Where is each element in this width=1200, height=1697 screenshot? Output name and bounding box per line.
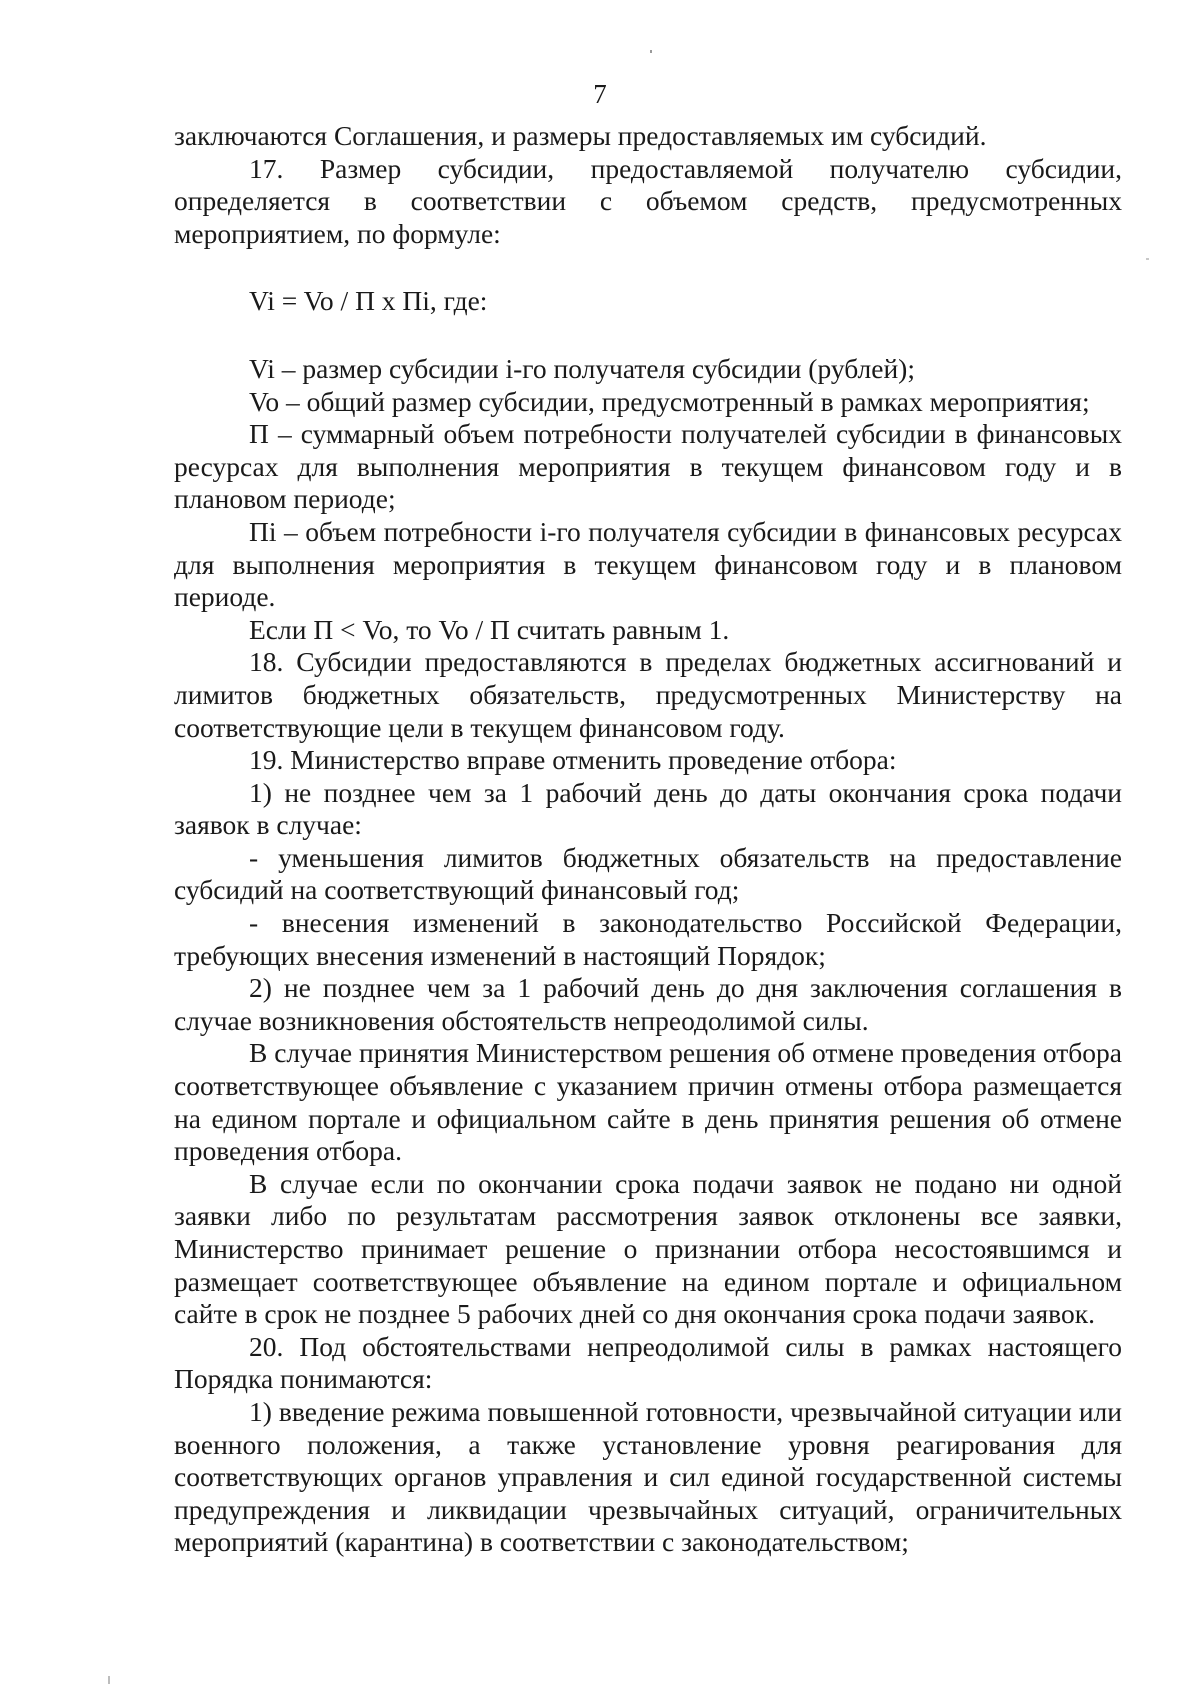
scan-speck: [650, 50, 652, 53]
definition-pi: Пi – объем потребности i-го получателя субсидии в финансовых ресурсах для выполнения мероприятия в текущем финансовом году и в плановом периоде.: [174, 515, 1122, 613]
bullet-limits-reduction: - уменьшения лимитов бюджетных обязательств на предоставление субсидий на соответствующий финансовый год;: [174, 841, 1122, 906]
paragraph-cancellation-notice: В случае принятия Министерством решения об отмене проведения отбора соответствующее объявление с указанием причин отмены отбора размещается на едином портале и официальном сайте в день принятия решения об отмене проведения отбора.: [174, 1037, 1122, 1167]
definition-vi: Vi – размер субсидии i-го получателя субсидии (рублей);: [249, 352, 915, 384]
paragraph-item-20: 20. Под обстоятельствами непреодолимой силы в рамках настоящего Порядка понимаются:: [174, 1330, 1122, 1395]
formula: Vi = Vo / П x Пi, где:: [249, 285, 488, 317]
paragraph-failed-selection: В случае если по окончании срока подачи заявок не подано ни одной заявки либо по результатам рассмотрения заявок отклонены все заявки, Министерство принимает решение о признании отбора несостоявшимся и размещает соответствующее объявление на едином портале и официальном сайте в срок не позднее 5 рабочих дней со дня окончания срока подачи заявок.: [174, 1167, 1122, 1330]
definition-vo: Vo – общий размер субсидии, предусмотренный в рамках мероприятия;: [249, 385, 1090, 417]
definition-p: П – суммарный объем потребности получателей субсидии в финансовых ресурсах для выполнения мероприятия в текущем финансовом году и в плановом периоде;: [174, 418, 1122, 515]
scan-speck: [1146, 258, 1149, 260]
paragraph-item-18: 18. Субсидии предоставляются в пределах бюджетных ассигнований и лимитов бюджетных обязательств, предусмотренных Министерству на соответствующие цели в текущем финансовом году.: [174, 646, 1122, 743]
paragraph-continuation: заключаются Соглашения, и размеры предоставляемых им субсидий.: [174, 120, 987, 151]
condition-paragraph: Если П < Vo, то Vo / П считать равным 1.: [249, 613, 730, 645]
bullet-legislation-changes: - внесения изменений в законодательство Российской Федерации, требующих внесения изменений в настоящий Порядок;: [174, 907, 1122, 971]
page-number: 7: [593, 79, 607, 109]
scan-margin-mark: [108, 1676, 110, 1684]
subitem-20-1: 1) введение режима повышенной готовности, чрезвычайной ситуации или военного положения, а также установление уровня реагирования для соответствующих органов управления и сил единой государственной системы предупреждения и ликвидации чрезвычайных ситуаций, ограничительных мероприятий (карантина) в соответствии с законодательством;: [174, 1395, 1122, 1558]
paragraph-item-17: 17. Размер субсидии, предоставляемой получателю субсидии, определяется в соответствии с объемом средств, предусмотренных мероприятием, по формуле:: [174, 152, 1122, 249]
subitem-19-1: 1) не позднее чем за 1 рабочий день до даты окончания срока подачи заявок в случае:: [174, 776, 1122, 841]
document-body: [174, 120, 1122, 1559]
subitem-19-2: 2) не позднее чем за 1 рабочий день до дня заключения соглашения в случае возникновения обстоятельств непреодолимой силы.: [174, 972, 1122, 1036]
paragraph-item-19: 19. Министерство вправе отменить проведение отбора:: [249, 744, 897, 776]
